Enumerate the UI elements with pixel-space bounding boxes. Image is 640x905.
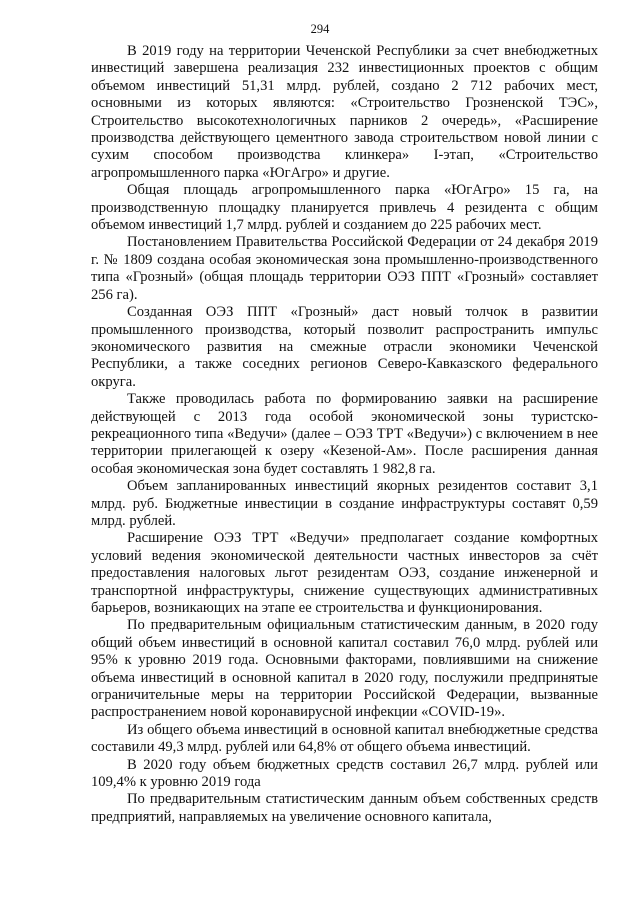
- paragraph-budget-funds: В 2020 году объем бюджетных средств составил 26,7 млрд. рублей или 109,4% к уровню 2019 года: [91, 756, 598, 791]
- paragraph-2020-investment: По предварительным официальным статистическим данным, в 2020 году общий объем инвестиций в основной капитал составил 76,0 млрд. рублей или 95% к уровню 2019 года. Основными факторами, повлиявшими на снижение объема инвестиций в основной капитал в 2020 году, послужили предпринятые ограничительные меры на территории Российской Федерации, вызванные распространением новой коронавирусной инфекции «COVID-19».: [91, 617, 598, 721]
- paragraph-veduchi-expansion: Также проводилась работа по формированию заявки на расширение действующей с 2013 года особой экономической зоны туристско-рекреационного типа «Ведучи» (далее – ОЭЗ ТРТ «Ведучи») с включением в нее территории прилегающей к озеру «Кезеной-Ам». После расширения данная особая экономическая зона будет составлять 1 982,8 га.: [91, 391, 598, 477]
- paragraph-government-decree: Постановлением Правительства Российской Федерации от 24 декабря 2019 г. № 1809 создана особая экономическая зона промышленно-производственного типа «Грозный» (общая площадь территории ОЭЗ ППТ «Грозный» составляет 256 га).: [91, 234, 598, 303]
- paragraph-extrabudgetary-share: Из общего объема инвестиций в основной капитал внебюджетные средства составили 49,3 млрд. рублей или 64,8% от общего объема инвестиций.: [91, 721, 598, 756]
- paragraph-own-funds: По предварительным статистическим данным объем собственных средств предприятий, направляемых на увеличение основного капитала,: [91, 791, 598, 825]
- document-body: [91, 43, 598, 826]
- paragraph-anchor-residents: Объем запланированных инвестиций якорных резидентов составит 3,1 млрд. руб. Бюджетные инвестиции в создание инфраструктуры составят 0,59 млрд. рублей.: [91, 478, 598, 529]
- page-number: 294: [310, 22, 330, 36]
- paragraph-oez-grozny-impulse: Созданная ОЭЗ ППТ «Грозный» даст новый толчок в развитии промышленного производства, который позволит распространить импульс экономического развития на смежные отрасли экономики Чеченской Республики, а также соседних регионов Северо-Кавказского федерального округа.: [91, 304, 598, 390]
- paragraph-yugagro-park: Общая площадь агропромышленного парка «ЮгАгро» 15 га, на производственную площадку планируется привлечь 4 резидента с общим объемом инвестиций 1,7 млрд. рублей и созданием до 225 рабочих мест.: [91, 182, 598, 234]
- paragraph-veduchi-conditions: Расширение ОЭЗ ТРТ «Ведучи» предполагает создание комфортных условий ведения экономической деятельности частных инвесторов за счёт предоставления налоговых льгот резидентам ОЭЗ, создание инженерной и транспортной инфраструктуры, снижение существующих административных барьеров, возникающих на этапе ее строительства и функционирования.: [91, 530, 598, 616]
- paragraph-2019-investment-projects: В 2019 году на территории Чеченской Республики за счет внебюджетных инвестиций завершена реализация 232 инвестиционных проектов с общим объемом инвестиций 51,31 млрд. рублей, создано 2 712 рабочих мест, основными из которых являются: «Строительство Грозненской ТЭС», Строительство высокотехнологичных парников 2 очередь», «Расширение производства действующего цементного завода строительством новой линии с сухим способом производства клинкера» I-этап, «Строительство агропромышленного парка «ЮгАгро» и другие.: [91, 43, 598, 181]
